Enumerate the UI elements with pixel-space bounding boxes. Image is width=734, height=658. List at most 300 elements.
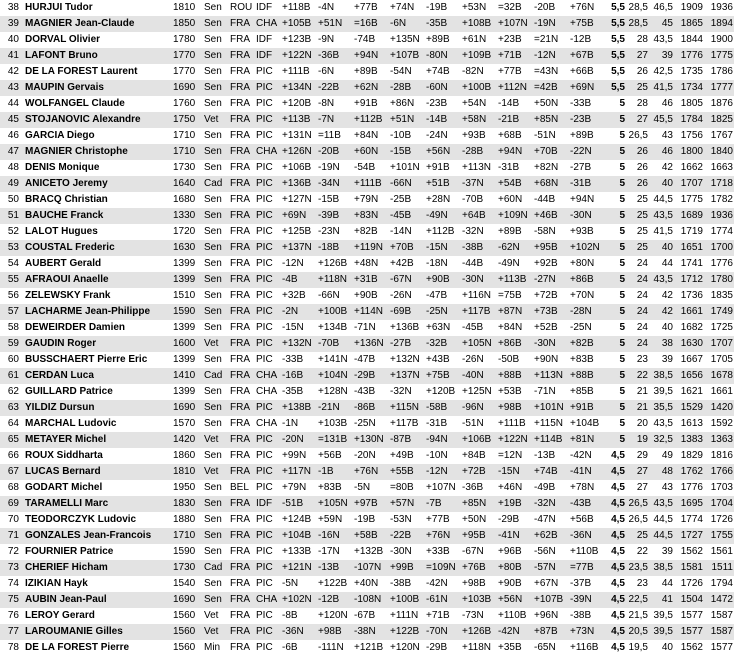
round-2-cell: -70B bbox=[317, 336, 353, 352]
tiebreak-2-cell: 35,5 bbox=[649, 400, 674, 416]
elo-cell: 1730 bbox=[172, 160, 203, 176]
fed-cell: FRA bbox=[229, 640, 255, 656]
round-1-cell: +111B bbox=[281, 64, 317, 80]
cat-cell: Sen bbox=[203, 576, 229, 592]
name-cell: TEODORCZYK Ludovic bbox=[22, 512, 172, 528]
round-6-cell: +53N bbox=[461, 0, 497, 16]
performance-cell: 1784 bbox=[674, 112, 704, 128]
name-cell: METAYER Michel bbox=[22, 432, 172, 448]
round-7-cell: +56N bbox=[497, 592, 533, 608]
round-7-cell: +112N bbox=[497, 80, 533, 96]
round-3-cell: -29B bbox=[353, 368, 389, 384]
table-row bbox=[0, 416, 734, 432]
name-cell: LUCAS Bernard bbox=[22, 464, 172, 480]
tiebreak-2-cell: 44 bbox=[649, 576, 674, 592]
round-4-cell: -45B bbox=[389, 208, 425, 224]
name-cell: ROUX Siddharta bbox=[22, 448, 172, 464]
rating-new-cell: 1777 bbox=[704, 80, 734, 96]
round-4-cell: +135N bbox=[389, 32, 425, 48]
points-cell: 4,5 bbox=[605, 528, 626, 544]
round-6-cell: +76B bbox=[461, 560, 497, 576]
rating-new-cell: 1840 bbox=[704, 144, 734, 160]
round-2-cell: -12B bbox=[317, 592, 353, 608]
round-7-cell: +86B bbox=[497, 336, 533, 352]
table-row bbox=[0, 496, 734, 512]
lig-cell: PIC bbox=[255, 576, 281, 592]
rank-cell: 62 bbox=[0, 384, 22, 400]
tiebreak-2-cell: 41 bbox=[649, 592, 674, 608]
round-4-cell: +101N bbox=[389, 160, 425, 176]
elo-cell: 1880 bbox=[172, 512, 203, 528]
tiebreak-2-cell: 41,5 bbox=[649, 80, 674, 96]
round-1-cell: +124B bbox=[281, 512, 317, 528]
round-2-cell: =131B bbox=[317, 432, 353, 448]
round-9-cell: -25N bbox=[569, 320, 605, 336]
round-9-cell: -37B bbox=[569, 576, 605, 592]
round-1-cell: +117N bbox=[281, 464, 317, 480]
round-4-cell: -53N bbox=[389, 512, 425, 528]
name-cell: CERDAN Luca bbox=[22, 368, 172, 384]
round-2-cell: -6N bbox=[317, 64, 353, 80]
points-cell: 5 bbox=[605, 352, 626, 368]
points-cell: 5 bbox=[605, 336, 626, 352]
cat-cell: Vet bbox=[203, 336, 229, 352]
rank-cell: 47 bbox=[0, 144, 22, 160]
fed-cell: FRA bbox=[229, 496, 255, 512]
cat-cell: Sen bbox=[203, 256, 229, 272]
performance-cell: 1562 bbox=[674, 544, 704, 560]
cat-cell: Sen bbox=[203, 272, 229, 288]
round-8-cell: +115N bbox=[533, 416, 569, 432]
name-cell: DE LA FOREST Laurent bbox=[22, 64, 172, 80]
round-8-cell: +95B bbox=[533, 240, 569, 256]
rating-new-cell: 1704 bbox=[704, 496, 734, 512]
lig-cell: PIC bbox=[255, 608, 281, 624]
round-7-cell: +98B bbox=[497, 400, 533, 416]
round-6-cell: -96N bbox=[461, 400, 497, 416]
rating-new-cell: 1561 bbox=[704, 544, 734, 560]
name-cell: HURJUI Tudor bbox=[22, 0, 172, 16]
name-cell: MAUPIN Gervais bbox=[22, 80, 172, 96]
rank-cell: 75 bbox=[0, 592, 22, 608]
fed-cell: FRA bbox=[229, 224, 255, 240]
round-6-cell: -73N bbox=[461, 608, 497, 624]
performance-cell: 1741 bbox=[674, 256, 704, 272]
fed-cell: FRA bbox=[229, 256, 255, 272]
fed-cell: FRA bbox=[229, 320, 255, 336]
tiebreak-2-cell: 39 bbox=[649, 48, 674, 64]
elo-cell: 1399 bbox=[172, 320, 203, 336]
round-4-cell: -15B bbox=[389, 144, 425, 160]
points-cell: 4,5 bbox=[605, 464, 626, 480]
fed-cell: FRA bbox=[229, 608, 255, 624]
round-9-cell: -36N bbox=[569, 528, 605, 544]
round-6-cell: +54N bbox=[461, 96, 497, 112]
round-8-cell: -47N bbox=[533, 512, 569, 528]
rating-new-cell: 1587 bbox=[704, 624, 734, 640]
round-7-cell: -42N bbox=[497, 624, 533, 640]
rank-cell: 39 bbox=[0, 16, 22, 32]
table-row bbox=[0, 112, 734, 128]
fed-cell: FRA bbox=[229, 528, 255, 544]
round-6-cell: +116N bbox=[461, 288, 497, 304]
round-5-cell: -42N bbox=[425, 576, 461, 592]
fed-cell: FRA bbox=[229, 208, 255, 224]
round-6-cell: +85N bbox=[461, 496, 497, 512]
round-5-cell: -10N bbox=[425, 448, 461, 464]
tiebreak-2-cell: 41,5 bbox=[649, 224, 674, 240]
round-4-cell: +70B bbox=[389, 240, 425, 256]
lig-cell: PIC bbox=[255, 112, 281, 128]
table-row bbox=[0, 432, 734, 448]
lig-cell: PIC bbox=[255, 160, 281, 176]
cat-cell: Sen bbox=[203, 384, 229, 400]
lig-cell: PIC bbox=[255, 256, 281, 272]
cat-cell: Vet bbox=[203, 608, 229, 624]
round-8-cell: -49B bbox=[533, 480, 569, 496]
round-5-cell: +75B bbox=[425, 368, 461, 384]
tiebreak-2-cell: 40 bbox=[649, 320, 674, 336]
round-8-cell: +67N bbox=[533, 576, 569, 592]
round-2-cell: +56B bbox=[317, 448, 353, 464]
round-6-cell: -36B bbox=[461, 480, 497, 496]
elo-cell: 1730 bbox=[172, 560, 203, 576]
name-cell: DORVAL Olivier bbox=[22, 32, 172, 48]
round-6-cell: +98B bbox=[461, 576, 497, 592]
rating-new-cell: 1835 bbox=[704, 288, 734, 304]
tiebreak-2-cell: 44 bbox=[649, 256, 674, 272]
round-3-cell: -19B bbox=[353, 512, 389, 528]
rank-cell: 57 bbox=[0, 304, 22, 320]
lig-cell: PIC bbox=[255, 464, 281, 480]
round-5-cell: +120B bbox=[425, 384, 461, 400]
round-8-cell: +92B bbox=[533, 256, 569, 272]
round-3-cell: +112B bbox=[353, 112, 389, 128]
rating-new-cell: 1767 bbox=[704, 128, 734, 144]
tiebreak-2-cell: 43 bbox=[649, 480, 674, 496]
round-1-cell: +131N bbox=[281, 128, 317, 144]
name-cell: GARCIA Diego bbox=[22, 128, 172, 144]
table-row bbox=[0, 256, 734, 272]
elo-cell: 1420 bbox=[172, 432, 203, 448]
round-3-cell: +136N bbox=[353, 336, 389, 352]
round-8-cell: +82N bbox=[533, 160, 569, 176]
rank-cell: 69 bbox=[0, 496, 22, 512]
lig-cell: CHA bbox=[255, 416, 281, 432]
tiebreak-2-cell: 42 bbox=[649, 304, 674, 320]
round-5-cell: -31B bbox=[425, 416, 461, 432]
round-5-cell: +91B bbox=[425, 160, 461, 176]
cat-cell: Sen bbox=[203, 592, 229, 608]
round-4-cell: -14N bbox=[389, 224, 425, 240]
fed-cell: FRA bbox=[229, 416, 255, 432]
tiebreak-1-cell: 29 bbox=[626, 448, 649, 464]
round-5-cell: -58B bbox=[425, 400, 461, 416]
performance-cell: 1577 bbox=[674, 624, 704, 640]
rating-new-cell: 1705 bbox=[704, 352, 734, 368]
tiebreak-1-cell: 28,5 bbox=[626, 16, 649, 32]
rank-cell: 48 bbox=[0, 160, 22, 176]
round-2-cell: +100B bbox=[317, 304, 353, 320]
cat-cell: Sen bbox=[203, 224, 229, 240]
table-row bbox=[0, 272, 734, 288]
tiebreak-2-cell: 44,5 bbox=[649, 512, 674, 528]
elo-cell: 1330 bbox=[172, 208, 203, 224]
cat-cell: Sen bbox=[203, 192, 229, 208]
table-row bbox=[0, 464, 734, 480]
name-cell: GUILLARD Patrice bbox=[22, 384, 172, 400]
round-8-cell: =21N bbox=[533, 32, 569, 48]
round-3-cell: +91B bbox=[353, 96, 389, 112]
round-1-cell: +106B bbox=[281, 160, 317, 176]
rank-cell: 49 bbox=[0, 176, 22, 192]
tiebreak-1-cell: 25 bbox=[626, 224, 649, 240]
round-2-cell: -7N bbox=[317, 112, 353, 128]
fed-cell: FRA bbox=[229, 592, 255, 608]
round-3-cell: =16B bbox=[353, 16, 389, 32]
round-5-cell: -23B bbox=[425, 96, 461, 112]
elo-cell: 1590 bbox=[172, 304, 203, 320]
round-7-cell: -50B bbox=[497, 352, 533, 368]
elo-cell: 1780 bbox=[172, 32, 203, 48]
points-cell: 4,5 bbox=[605, 560, 626, 576]
rating-new-cell: 1936 bbox=[704, 208, 734, 224]
tiebreak-2-cell: 32,5 bbox=[649, 432, 674, 448]
tiebreak-1-cell: 27 bbox=[626, 464, 649, 480]
table-row bbox=[0, 176, 734, 192]
round-6-cell: -28B bbox=[461, 144, 497, 160]
round-2-cell: +128N bbox=[317, 384, 353, 400]
round-2-cell: +59N bbox=[317, 512, 353, 528]
round-3-cell: +83N bbox=[353, 208, 389, 224]
performance-cell: 1630 bbox=[674, 336, 704, 352]
table-row bbox=[0, 544, 734, 560]
rating-new-cell: 1587 bbox=[704, 608, 734, 624]
cat-cell: Sen bbox=[203, 480, 229, 496]
round-1-cell: +136B bbox=[281, 176, 317, 192]
elo-cell: 1560 bbox=[172, 608, 203, 624]
elo-cell: 1770 bbox=[172, 48, 203, 64]
round-2-cell: +51N bbox=[317, 16, 353, 32]
round-3-cell: +94N bbox=[353, 48, 389, 64]
tiebreak-2-cell: 40 bbox=[649, 176, 674, 192]
round-3-cell: +77B bbox=[353, 0, 389, 16]
cat-cell: Vet bbox=[203, 624, 229, 640]
round-3-cell: +82B bbox=[353, 224, 389, 240]
round-5-cell: +74B bbox=[425, 64, 461, 80]
elo-cell: 1850 bbox=[172, 16, 203, 32]
rank-cell: 66 bbox=[0, 448, 22, 464]
points-cell: 5 bbox=[605, 368, 626, 384]
table-row bbox=[0, 608, 734, 624]
round-2-cell: +105N bbox=[317, 496, 353, 512]
fed-cell: FRA bbox=[229, 624, 255, 640]
round-8-cell: +114B bbox=[533, 432, 569, 448]
round-3-cell: +111B bbox=[353, 176, 389, 192]
fed-cell: FRA bbox=[229, 368, 255, 384]
round-5-cell: -24N bbox=[425, 128, 461, 144]
points-cell: 5,5 bbox=[605, 64, 626, 80]
round-1-cell: -12N bbox=[281, 256, 317, 272]
points-cell: 5 bbox=[605, 304, 626, 320]
elo-cell: 1540 bbox=[172, 576, 203, 592]
round-3-cell: +119N bbox=[353, 240, 389, 256]
round-2-cell: -18B bbox=[317, 240, 353, 256]
tiebreak-1-cell: 23 bbox=[626, 352, 649, 368]
points-cell: 4,5 bbox=[605, 496, 626, 512]
fed-cell: FRA bbox=[229, 80, 255, 96]
elo-cell: 1950 bbox=[172, 480, 203, 496]
round-6-cell: +118N bbox=[461, 640, 497, 656]
round-9-cell: +75B bbox=[569, 16, 605, 32]
tiebreak-1-cell: 21,5 bbox=[626, 608, 649, 624]
round-8-cell: -71N bbox=[533, 384, 569, 400]
round-8-cell: =42B bbox=[533, 80, 569, 96]
table-row bbox=[0, 144, 734, 160]
cat-cell: Sen bbox=[203, 80, 229, 96]
round-3-cell: +48N bbox=[353, 256, 389, 272]
tiebreak-1-cell: 28 bbox=[626, 32, 649, 48]
fed-cell: FRA bbox=[229, 176, 255, 192]
tiebreak-2-cell: 44,5 bbox=[649, 192, 674, 208]
points-cell: 5 bbox=[605, 288, 626, 304]
round-8-cell: +90N bbox=[533, 352, 569, 368]
performance-cell: 1829 bbox=[674, 448, 704, 464]
table-row bbox=[0, 336, 734, 352]
round-6-cell: +50N bbox=[461, 512, 497, 528]
performance-cell: 1621 bbox=[674, 384, 704, 400]
name-cell: COUSTAL Frederic bbox=[22, 240, 172, 256]
round-2-cell: +134B bbox=[317, 320, 353, 336]
round-7-cell: +23B bbox=[497, 32, 533, 48]
tiebreak-1-cell: 20 bbox=[626, 416, 649, 432]
table-row bbox=[0, 640, 734, 656]
round-4-cell: -10B bbox=[389, 128, 425, 144]
round-9-cell: +82B bbox=[569, 336, 605, 352]
rating-new-cell: 1718 bbox=[704, 176, 734, 192]
elo-cell: 1810 bbox=[172, 464, 203, 480]
round-1-cell: +79N bbox=[281, 480, 317, 496]
tiebreak-1-cell: 24 bbox=[626, 304, 649, 320]
fed-cell: BEL bbox=[229, 480, 255, 496]
performance-cell: 1656 bbox=[674, 368, 704, 384]
round-4-cell: +120N bbox=[389, 640, 425, 656]
rating-new-cell: 1592 bbox=[704, 416, 734, 432]
performance-cell: 1613 bbox=[674, 416, 704, 432]
tiebreak-2-cell: 40 bbox=[649, 240, 674, 256]
points-cell: 4,5 bbox=[605, 512, 626, 528]
table-row bbox=[0, 352, 734, 368]
tiebreak-2-cell: 46 bbox=[649, 96, 674, 112]
table-row bbox=[0, 576, 734, 592]
fed-cell: FRA bbox=[229, 112, 255, 128]
round-3-cell: -43B bbox=[353, 384, 389, 400]
cat-cell: Sen bbox=[203, 128, 229, 144]
table-row bbox=[0, 384, 734, 400]
fed-cell: FRA bbox=[229, 336, 255, 352]
round-4-cell: -66N bbox=[389, 176, 425, 192]
round-2-cell: -23N bbox=[317, 224, 353, 240]
round-6-cell: +72B bbox=[461, 464, 497, 480]
fed-cell: FRA bbox=[229, 432, 255, 448]
round-9-cell: +116B bbox=[569, 640, 605, 656]
round-6-cell: -70B bbox=[461, 192, 497, 208]
round-9-cell: -28N bbox=[569, 304, 605, 320]
round-7-cell: +109N bbox=[497, 208, 533, 224]
table-row bbox=[0, 320, 734, 336]
name-cell: YILDIZ Dursun bbox=[22, 400, 172, 416]
rank-cell: 70 bbox=[0, 512, 22, 528]
rating-new-cell: 1775 bbox=[704, 48, 734, 64]
elo-cell: 1399 bbox=[172, 384, 203, 400]
elo-cell: 1570 bbox=[172, 416, 203, 432]
round-3-cell: -86B bbox=[353, 400, 389, 416]
fed-cell: FRA bbox=[229, 48, 255, 64]
elo-cell: 1680 bbox=[172, 192, 203, 208]
elo-cell: 1690 bbox=[172, 400, 203, 416]
tiebreak-2-cell: 39,5 bbox=[649, 624, 674, 640]
rating-new-cell: 1511 bbox=[704, 560, 734, 576]
tiebreak-1-cell: 24 bbox=[626, 336, 649, 352]
tiebreak-1-cell: 22 bbox=[626, 368, 649, 384]
fed-cell: FRA bbox=[229, 560, 255, 576]
performance-cell: 1727 bbox=[674, 528, 704, 544]
cat-cell: Sen bbox=[203, 416, 229, 432]
elo-cell: 1720 bbox=[172, 224, 203, 240]
tiebreak-1-cell: 27 bbox=[626, 48, 649, 64]
round-2-cell: -17N bbox=[317, 544, 353, 560]
round-5-cell: +56N bbox=[425, 144, 461, 160]
tiebreak-2-cell: 45,5 bbox=[649, 112, 674, 128]
round-2-cell: +98B bbox=[317, 624, 353, 640]
round-2-cell: +104N bbox=[317, 368, 353, 384]
lig-cell: IDF bbox=[255, 0, 281, 16]
round-8-cell: -13B bbox=[533, 448, 569, 464]
name-cell: ZELEWSKY Frank bbox=[22, 288, 172, 304]
elo-cell: 1690 bbox=[172, 592, 203, 608]
round-9-cell: +88B bbox=[569, 368, 605, 384]
round-3-cell: -67B bbox=[353, 608, 389, 624]
tiebreak-2-cell: 43,5 bbox=[649, 272, 674, 288]
tiebreak-1-cell: 25 bbox=[626, 80, 649, 96]
tiebreak-2-cell: 48 bbox=[649, 464, 674, 480]
round-3-cell: +40N bbox=[353, 576, 389, 592]
round-2-cell: +126B bbox=[317, 256, 353, 272]
round-1-cell: +121N bbox=[281, 560, 317, 576]
tiebreak-1-cell: 25 bbox=[626, 192, 649, 208]
round-8-cell: -57N bbox=[533, 560, 569, 576]
name-cell: LALOT Hugues bbox=[22, 224, 172, 240]
round-7-cell: +71B bbox=[497, 48, 533, 64]
fed-cell: FRA bbox=[229, 576, 255, 592]
round-6-cell: -30N bbox=[461, 272, 497, 288]
rank-cell: 71 bbox=[0, 528, 22, 544]
performance-cell: 1762 bbox=[674, 464, 704, 480]
rank-cell: 68 bbox=[0, 480, 22, 496]
tiebreak-1-cell: 25 bbox=[626, 208, 649, 224]
round-6-cell: +113N bbox=[461, 160, 497, 176]
tiebreak-1-cell: 27 bbox=[626, 112, 649, 128]
cat-cell: Vet bbox=[203, 112, 229, 128]
round-8-cell: -20B bbox=[533, 0, 569, 16]
tiebreak-1-cell: 27 bbox=[626, 480, 649, 496]
name-cell: BUSSCHAERT Pierre Eric bbox=[22, 352, 172, 368]
points-cell: 5 bbox=[605, 400, 626, 416]
rating-new-cell: 1749 bbox=[704, 304, 734, 320]
round-8-cell: -44B bbox=[533, 192, 569, 208]
tiebreak-1-cell: 23,5 bbox=[626, 560, 649, 576]
tiebreak-1-cell: 26,5 bbox=[626, 496, 649, 512]
